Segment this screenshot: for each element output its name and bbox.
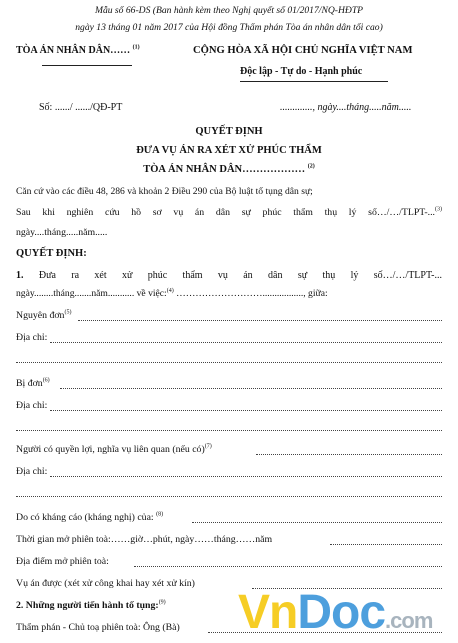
decision-subtitle: ĐƯA VỤ ÁN RA XÉT XỬ PHÚC THẨM: [136, 145, 322, 156]
item1-line1: 1. Đưa ra xét xử phúc thẩm vụ án dân sự thụ lý số…/…/TLPT-...: [16, 270, 442, 281]
defendant-extra-line: [16, 430, 442, 431]
decision-title: QUYẾT ĐỊNH: [195, 126, 263, 137]
hearing-venue-label: Địa điểm mở phiên toà:: [16, 556, 109, 567]
decision-heading: QUYẾT ĐỊNH:: [16, 248, 87, 259]
plaintiff-fill-line: [78, 320, 442, 321]
motto-underline: [240, 81, 388, 82]
appeal-fill-line: [192, 522, 442, 523]
court-name: TÒA ÁN NHÂN DÂN…… $^{(1)}$: [16, 44, 140, 56]
document-date: ............., ngày....tháng.....năm.....: [280, 102, 412, 113]
form-reference-line2: ngày 13 tháng 01 năm 2017 của Hội đồng Thẩm phán Tòa án nhân dân tối cao): [75, 22, 383, 33]
case-review-line2: ngày....tháng.....năm.....: [16, 227, 108, 238]
vndoc-watermark-logo: VnDoc.com: [238, 586, 433, 639]
nation-motto: Độc lập - Tự do - Hạnh phúc: [240, 66, 363, 77]
court-underline: [42, 65, 132, 66]
case-review-line1: Sau khi nghiên cứu hồ sơ vụ án dân sự phúc thẩm thụ lý số…/…/TLPT-...$^{(3)}$: [16, 206, 442, 218]
related-extra-line: [16, 496, 442, 497]
nation-title: CỘNG HÒA XÃ HỘI CHỦ NGHĨA VIỆT NAM: [193, 45, 413, 56]
related-address-line: [50, 476, 442, 477]
form-reference-line1: Mẫu số 66-DS (Ban hành kèm theo Nghị quyết số 01/2017/NQ-HĐTP: [94, 5, 364, 16]
related-party-fill-line: [256, 454, 442, 455]
related-address-label: Địa chỉ:: [16, 466, 48, 477]
trial-type-label: Vụ án được (xét xử công khai hay xét xử kín): [16, 578, 195, 589]
document-number: Số: ....../ ....../QĐ-PT: [39, 102, 123, 113]
hearing-time-label: Thời gian mở phiên toà:……giờ…phút, ngày……tháng……năm: [16, 534, 273, 545]
item1-line2: ngày........tháng.......năm........... về việc:$^{(4)}$ ………………………................., giữa:: [16, 287, 328, 299]
plaintiff-address-line: [50, 342, 442, 343]
appeal-label: Do có kháng cáo (kháng nghị) của: $^{(8)}$: [16, 511, 164, 523]
defendant-fill-line: [60, 388, 442, 389]
plaintiff-label: Nguyên đơn$^{(5)}$: [16, 309, 72, 321]
plaintiff-address-label: Địa chỉ:: [16, 332, 48, 343]
item2-heading: 2. Những người tiến hành tố tụng:$^{(9)}$: [16, 599, 166, 611]
related-party-label: Người có quyền lợi, nghĩa vụ liên quan (nếu có)$^{(7)}$: [16, 443, 212, 455]
plaintiff-extra-line: [16, 362, 442, 363]
hearing-time-fill-line: [330, 544, 442, 545]
judge-label: Thẩm phán - Chủ toạ phiên toà: Ông (Bà): [16, 622, 180, 633]
court-title: TÒA ÁN NHÂN DÂN……………… $^{(2)}$: [143, 163, 315, 175]
defendant-address-label: Địa chỉ:: [16, 400, 48, 411]
defendant-address-line: [50, 410, 442, 411]
hearing-venue-fill-line: [134, 566, 442, 567]
legal-basis: Căn cứ vào các điều 48, 286 và khoản 2 Điều 290 của Bộ luật tố tụng dân sự;: [16, 186, 313, 197]
defendant-label: Bị đơn$^{(6)}$: [16, 377, 50, 389]
